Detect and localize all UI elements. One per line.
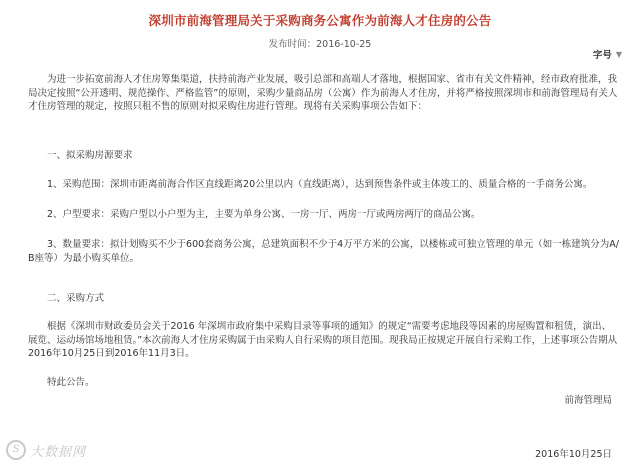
requirement-unit-type: 2、户型要求：采购户型以小户型为主，主要为单身公寓、一房一厅、两房一厅或两房两厅的商品公寓。 <box>47 209 481 220</box>
requirement-quantity: 3、数量要求：拟计划购买不少于600套商务公寓，总建筑面积不少于4万平方米的公寓，以楼栋或可独立管理的单元（如一栋建筑分为A/B座等）为最小购买单位。 <box>28 239 619 264</box>
watermark-logo-icon: S <box>6 440 26 460</box>
font-size-control[interactable] <box>593 47 622 61</box>
publish-date: 2016-10-25 <box>316 39 372 50</box>
page-title: 深圳市前海管理局关于采购商务公寓作为前海人才住房的公告 <box>148 13 492 28</box>
chevron-down-icon[interactable]: ▼ <box>615 50 622 59</box>
font-size-label[interactable]: 字号 <box>592 50 612 61</box>
publish-label: 发布时间： <box>268 39 317 50</box>
publish-info <box>0 36 640 50</box>
section-heading-2: 二、采购方式 <box>47 293 105 304</box>
intro-paragraph: 为进一步拓宽前海人才住房筹集渠道，扶持前海产业发展，吸引总部和高端人才落地，根据国家、省市有关文件精神，经市政府批准，我局决定按照“公开透明、规范操作、严格监管”的原则，采购少量商品房（公寓）作为前海人才住房，并将严格按照深圳市和前海管理局有关人才住房管理的规定，按照只租不售的原则对拟采购住房进行管理。现将有关采购事项公告如下： <box>28 74 618 112</box>
closing-line: 特此公告。 <box>47 377 95 388</box>
watermark-text: 大数据网 <box>30 444 87 460</box>
requirement-scope: 1、采购范围：深圳市距离前海合作区直线距离20公里以内（直线距离），达到预售条件或主体竣工的、质量合格的一手商务公寓。 <box>47 179 593 190</box>
watermark <box>6 440 86 460</box>
section-heading-1: 一、拟采购房源要求 <box>47 150 133 161</box>
signature-date: 2016年10月25日 <box>535 449 612 460</box>
procurement-method: 根据《深圳市财政委员会关于2016 年深圳市政府集中采购目录等事项的通知》的规定“需要考虑地段等因素的房屋购置和租赁，演出、展览、运动场馆场地租赁。”本次前海人才住房采购属于由采购人自行采购的项目范围。现我局正按规定开展自行采购工作，上述事项公告期从2016年10月25日到2016年11月3日。 <box>28 321 618 359</box>
signature: 前海管理局 <box>564 395 612 406</box>
